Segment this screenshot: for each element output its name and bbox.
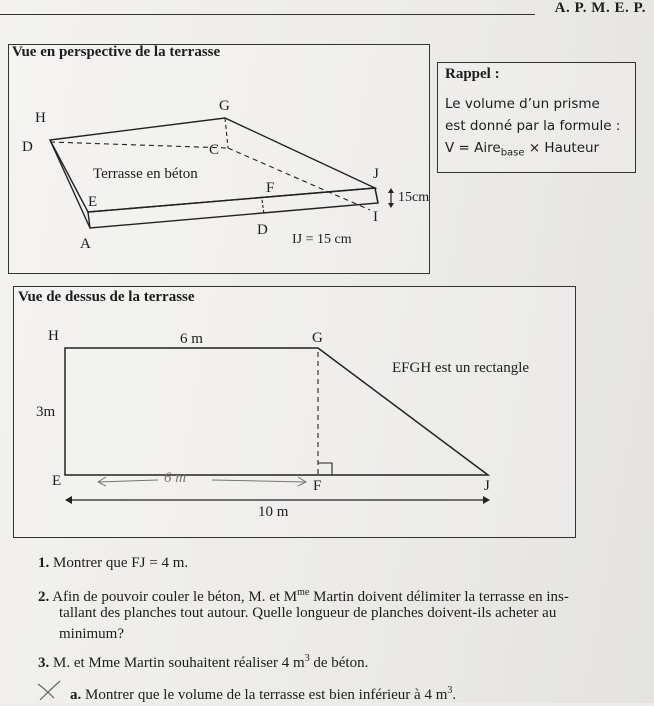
point-label-i: I: [373, 209, 378, 225]
point-label-d-bottom: D: [257, 222, 268, 238]
header-code: A. P. M. E. P.: [554, 0, 646, 16]
formula-rhs: × Hauteur: [524, 140, 600, 156]
handwritten-check: [38, 681, 60, 700]
question-3-number: 3.: [38, 655, 50, 671]
rappel-title: Rappel :: [445, 66, 500, 82]
question-2-line-3: minimum?: [59, 626, 124, 642]
rappel-line-2: est donné par la formule :: [445, 118, 621, 134]
top-label-h: H: [48, 328, 59, 344]
point-label-g: G: [219, 98, 230, 114]
point-label-f: F: [266, 180, 275, 196]
formula-sub: base: [500, 147, 525, 159]
question-3a: [70, 680, 456, 706]
top-view-title: Vue de dessus de la terrasse: [18, 289, 195, 305]
formula-lhs: V = Aire: [445, 140, 501, 156]
point-label-a: A: [80, 236, 91, 252]
question-2-text-2: Martin doivent délimiter la terrasse en ins-: [309, 589, 569, 605]
top-label-j: J: [484, 478, 490, 494]
point-label-h: H: [35, 110, 46, 126]
ej-length-label: 10 m: [258, 504, 289, 520]
rappel-line-1: Le volume d’un prisme: [445, 96, 600, 112]
question-2-number: 2.: [38, 589, 50, 605]
question-1-text: Montrer que FJ = 4 m.: [53, 555, 189, 571]
top-label-g: G: [312, 330, 323, 346]
question-2-text-1: Afin de pouvoir couler le béton, M. et M: [52, 589, 298, 605]
point-label-d: D: [22, 139, 33, 155]
question-3a-sup: 3: [447, 685, 453, 696]
point-label-c: C: [209, 142, 220, 158]
top-label-f: F: [313, 478, 322, 494]
top-label-e: E: [52, 473, 62, 489]
point-label-e: E: [88, 194, 98, 210]
question-3-text-end: de béton.: [309, 655, 369, 671]
question-3a-text: Montrer que le volume de la terrasse est bien inférieur à 4 m: [85, 687, 448, 703]
question-3a-text-end: .: [452, 687, 457, 703]
he-length-label: 3m: [36, 404, 56, 420]
question-3-text: M. et Mme Martin souhaitent réaliser 4 m: [53, 655, 305, 671]
handwritten-ef-length: 6 m: [164, 470, 187, 486]
question-2-sup: me: [297, 587, 310, 598]
perspective-title: Vue en perspective de la terrasse: [12, 44, 221, 60]
rectangle-note: EFGH est un rectangle: [392, 360, 530, 376]
question-2-line-2: tallant des planches tout autour. Quelle longueur de planches doivent-ils acheter au: [59, 605, 557, 621]
question-3-sup: 3: [304, 653, 310, 664]
question-3a-letter: a.: [70, 687, 82, 703]
hg-length-label: 6 m: [180, 331, 203, 347]
question-1-number: 1.: [38, 555, 50, 571]
height-label: 15cm: [398, 190, 430, 205]
terrace-label: Terrasse en béton: [93, 166, 198, 182]
point-label-j: J: [373, 166, 379, 182]
ij-length-label: IJ = 15 cm: [292, 232, 352, 247]
